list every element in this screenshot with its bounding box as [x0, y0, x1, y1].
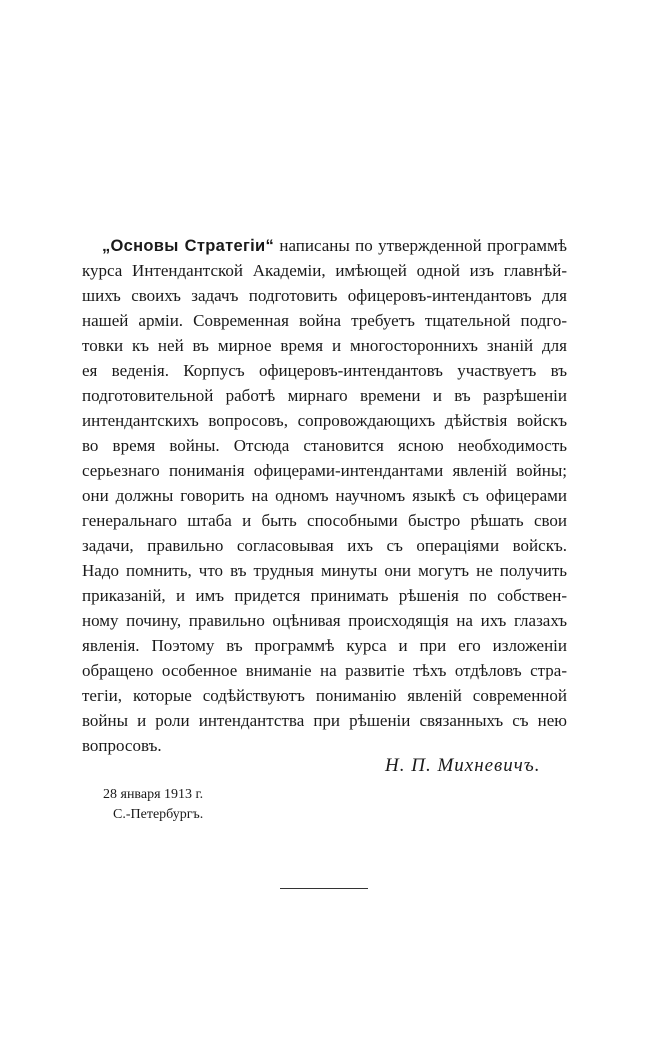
text-line: явленія. Поэтому въ программѣ курса и при его изложеніи	[82, 636, 567, 655]
text-line: товки къ ней въ мирное время и многостороннихъ знаній для	[82, 336, 567, 355]
text-line: серьезнаго пониманія офицерами-интендантами явленій войны;	[82, 461, 567, 480]
text-line: вопросовъ.	[82, 736, 162, 755]
date: 28 января 1913 г.	[103, 787, 204, 802]
text-line: интендантскихъ вопросовъ, сопровождающихъ дѣйствія войскъ	[82, 411, 567, 430]
divider	[280, 888, 368, 889]
text-line: ея веденія. Корпусъ офицеровъ-интендантовъ участвуетъ въ	[82, 361, 567, 380]
book-title: „Основы Стратегіи“	[102, 237, 274, 255]
text-line: обращено особенное вниманіе на развитіе тѣхъ отдѣловъ стра-	[82, 661, 567, 680]
text-line: подготовительной работѣ мирнаго времени и въ разрѣшеніи	[82, 386, 567, 405]
author-signature: Н. П. Михневичъ.	[385, 755, 541, 776]
text-line: во время войны. Отсюда становится ясною необходимость	[82, 436, 567, 455]
text-line: задачи, правильно согласовывая ихъ съ операціями войскъ.	[82, 536, 567, 555]
text-line: войны и роли интендантства при рѣшеніи связанныхъ съ нею	[82, 711, 567, 730]
text-line: нашей арміи. Современная война требуетъ тщательной подго-	[82, 311, 567, 330]
preface-body	[82, 233, 567, 758]
place: С.-Петербургъ.	[113, 807, 204, 822]
text-line: шихъ своихъ задачъ подготовить офицеровъ-интендантовъ для	[82, 286, 567, 305]
text-line: ному почину, правильно оцѣнивая происходящія на ихъ глазахъ	[82, 611, 567, 630]
text-line: они должны говорить на одномъ научномъ языкѣ съ офицерами	[82, 486, 567, 505]
text-line: приказаній, и имъ придется принимать рѣшенія по собствен-	[82, 586, 567, 605]
text-line: Надо помнить, что въ трудныя минуты они могутъ не получить	[82, 561, 567, 580]
text-line: генеральнаго штаба и быть способными быстро рѣшать свои	[82, 511, 567, 530]
text-line: „Основы Стратегіи“ написаны по утвержденной программѣ	[102, 236, 567, 255]
text-line: курса Интендантской Академіи, имѣющей одной изъ главнѣй-	[82, 261, 567, 280]
text-line: тегіи, которые содѣйствуютъ пониманію явленій современной	[82, 686, 567, 705]
